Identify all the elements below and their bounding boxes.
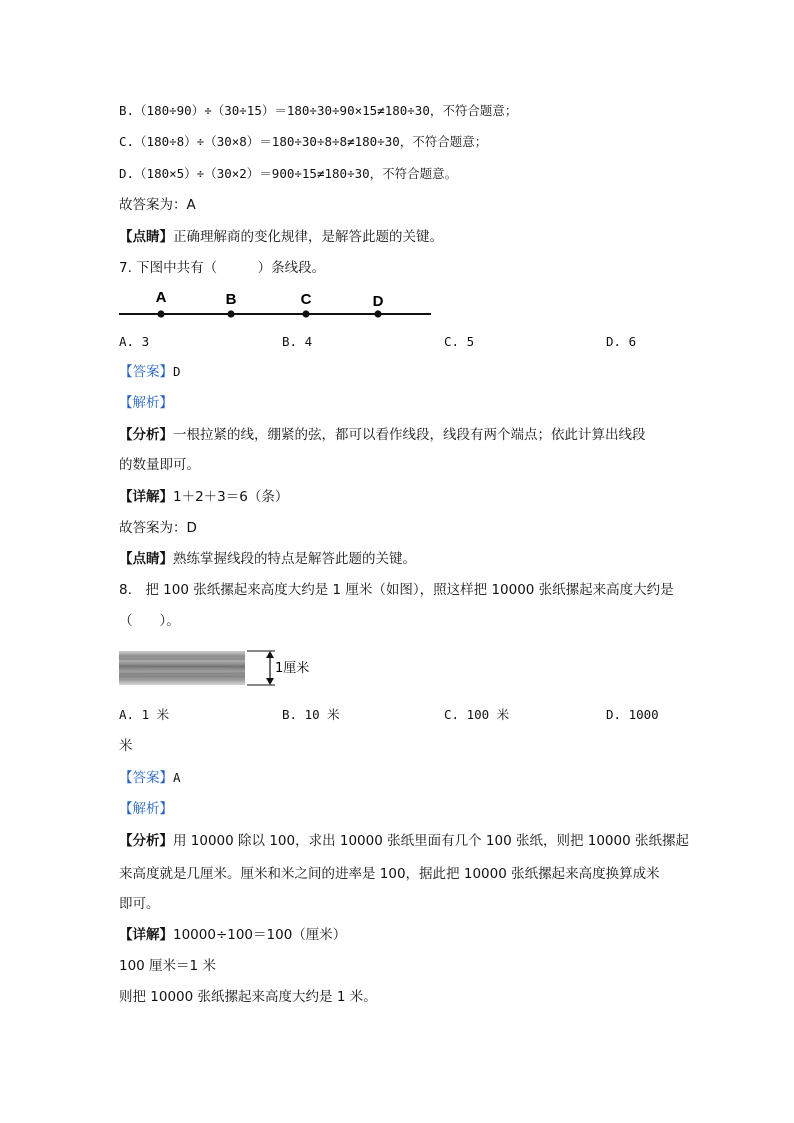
q7-point-d [374,310,381,317]
detail-tag: 【详解】 [119,927,173,943]
q8-detail [119,925,346,945]
q7-option-b: B. 4 [282,334,313,349]
q7-option-a: A. 3 [119,334,150,349]
q7-detail [119,487,288,507]
tip-tag: 【点睛】 [119,551,173,567]
q8-analysis-line2: 来高度就是几厘米。厘米和米之间的进率是 100，据此把 10000 张纸摞起来高度换算成米 [119,866,660,882]
prev-answer: 故答案为：A [119,197,196,213]
fenxi-tag: 【分析】 [119,833,173,849]
q8-option-c: C. 100 米 [444,707,510,722]
tip-text: 熟练掌握线段的特点是解答此题的关键。 [173,551,416,567]
answer-tag: 【答案】 [119,364,173,380]
q7-answer [119,362,181,382]
q7-point-b [227,310,234,317]
q7-label-a: A [155,289,167,306]
q7-analysis-line2: 的数量即可。 [119,457,200,473]
answer-tag: 【答案】 [119,770,173,786]
q7-point-a [157,310,164,317]
q8-option-d: D. 1000 [606,707,659,722]
detail-tag: 【详解】 [119,489,173,505]
fenxi-tag: 【分析】 [119,427,173,443]
q8-option-a: A. 1 米 [119,707,170,722]
q8-detail-line3: 则把 10000 张纸摞起来高度大约是 1 米。 [119,989,377,1005]
q8-figure-label: 1厘米 [275,661,310,676]
q7-option-d: D. 6 [606,334,637,349]
q8-stem-line2: （ ）。 [119,613,180,629]
q7-option-c: C. 5 [444,334,475,349]
detail-text: 10000÷100＝100（厘米） [173,927,347,943]
prev-option-d-explanation: D.（180×5）÷（30×2）＝900÷15≠180÷30，不符合题意。 [119,166,458,181]
answer-value: A [173,770,181,785]
q7-stem: 7. 下图中共有（ ）条线段。 [119,260,326,276]
q7-label-d: D [372,293,384,310]
q8-stem-line1: 8. 把 100 张纸摞起来高度大约是 1 厘米（如图），照这样把 10000 张纸摞起来高度大约是 [119,582,674,598]
q7-final-answer: 故答案为：D [119,520,197,536]
height-arrow-up [266,651,274,658]
tip-text: 正确理解商的变化规律，是解答此题的关键。 [173,229,443,245]
prev-option-b-explanation: B.（180÷90）÷（30÷15）＝180÷30÷90×15≠180÷30，不符合题意； [119,103,518,118]
q8-analysis-tag: 【解析】 [119,801,173,817]
fenxi-text: 用 10000 除以 100，求出 10000 张纸里面有几个 100 张纸，则把 10000 张纸摞起 [173,833,689,849]
detail-text: 1＋2＋3＝6（条） [173,489,289,505]
fenxi-text: 一根拉紧的线，绷紧的弦，都可以看作线段，线段有两个端点；依此计算出线段 [173,427,646,443]
q7-label-b: B [225,291,237,308]
q8-answer [119,768,181,788]
q8-option-d-wrap: 米 [119,738,133,754]
q7-label-c: C [300,291,312,308]
prev-tip [119,227,443,247]
q7-analysis-tag: 【解析】 [119,395,173,411]
tip-tag: 【点睛】 [119,229,173,245]
q7-analysis-line1 [119,425,646,445]
prev-option-c-explanation: C.（180÷8）÷（30×8）＝180÷30÷8÷8≠180÷30，不符合题意； [119,134,488,149]
height-arrow-down [266,678,274,685]
q8-detail-line2: 100 厘米＝1 米 [119,958,216,974]
q8-analysis-line1 [119,831,689,851]
q7-tip [119,549,416,569]
q7-line-segment-figure [119,285,439,325]
q8-analysis-line3: 即可。 [119,896,160,912]
q8-paper-stack-figure [119,647,329,691]
answer-value: D [173,364,181,379]
q8-option-b: B. 10 米 [282,707,340,722]
q7-point-c [302,310,309,317]
